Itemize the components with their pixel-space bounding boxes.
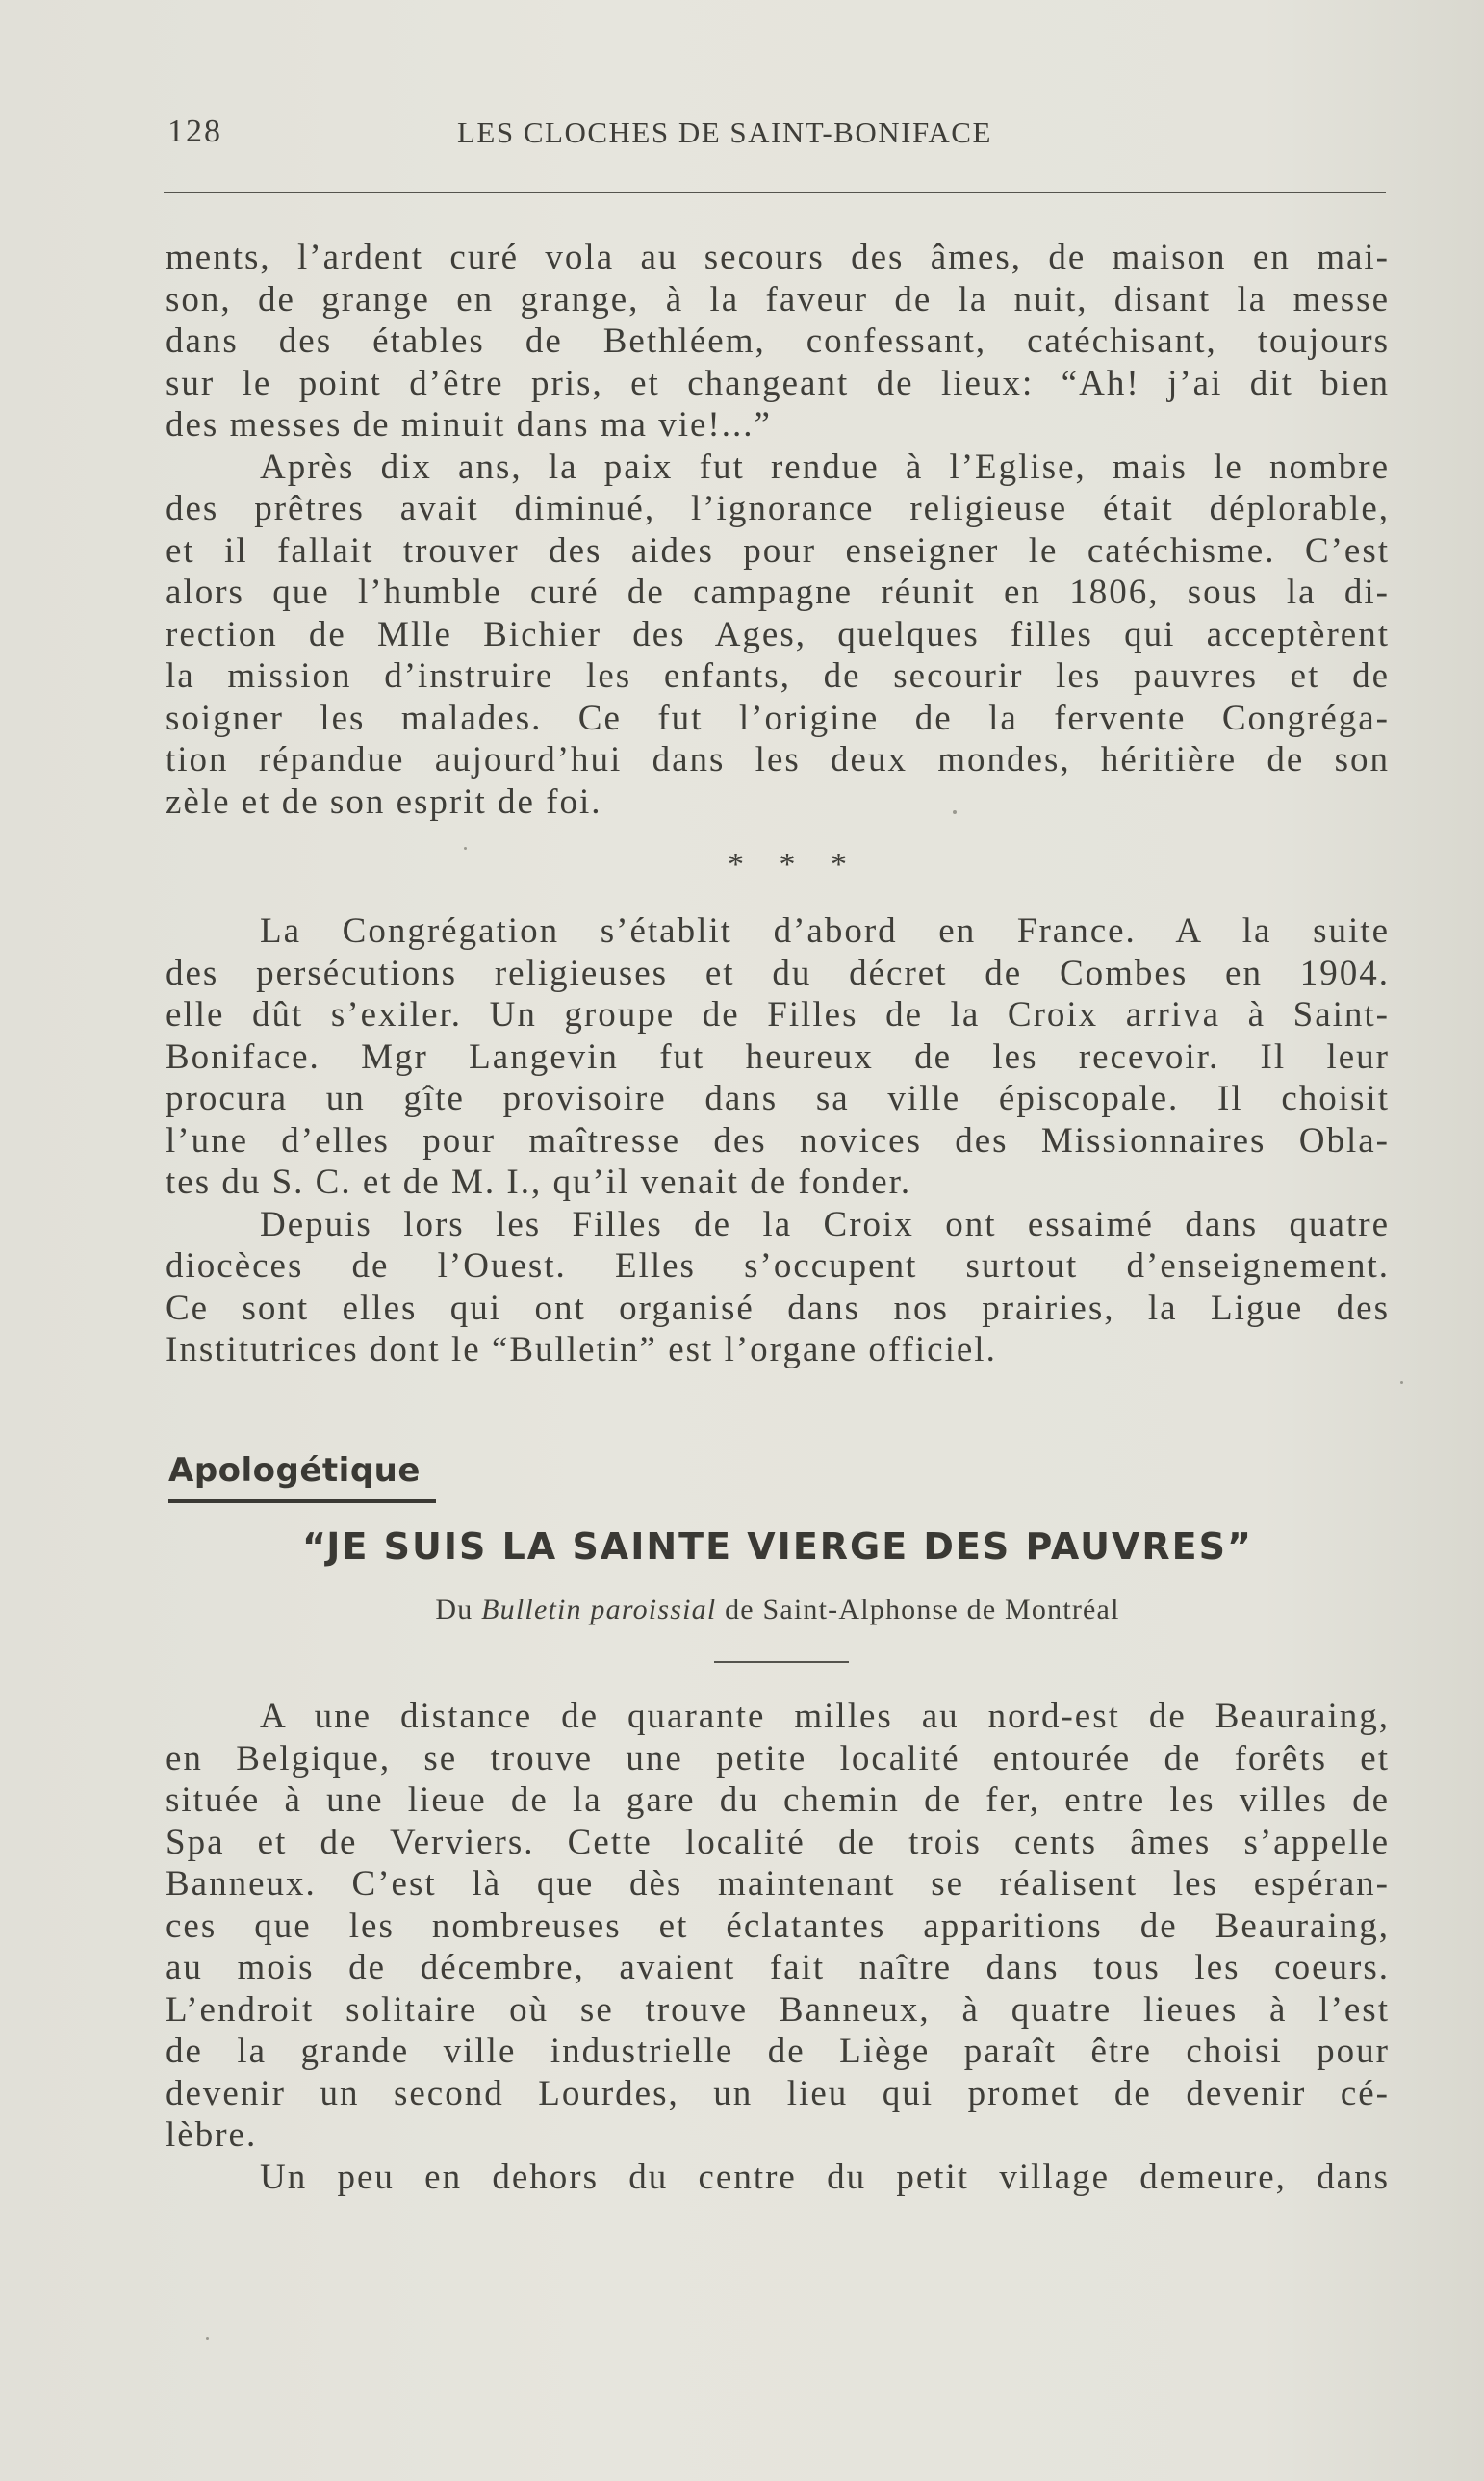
- text-line: alors que l’humble curé de campagne réunit en 1806, sous la di-: [166, 573, 1390, 612]
- header-rule: [164, 192, 1386, 193]
- text-line: procura un gîte provisoire dans sa ville épiscopale. Il choisit: [166, 1079, 1390, 1118]
- text-line: l’une d’elles pour maîtresse des novices des Missionnaires Obla-: [166, 1120, 1390, 1161]
- text-line: soigner les malades. Ce fut l’origine de la fervente Congréga-: [166, 698, 1390, 738]
- paper-speck: [953, 810, 957, 814]
- text-line: située à une lieue de la gare du chemin de fer, entre les villes de: [166, 1780, 1390, 1820]
- text-line: dans des étables de Bethléem, confessant, catéchisant, toujours: [166, 321, 1390, 361]
- text-line: sur le point d’être pris, et changeant de lieux: “Ah! j’ai dit bien: [166, 363, 1390, 403]
- text-line: L’endroit solitaire où se trouve Banneux, à quatre lieues à l’est: [166, 1989, 1390, 2030]
- text-line: ments, l’ardent curé vola au secours des âmes, de maison en mai-: [166, 238, 1390, 277]
- text-line: A une distance de quarante milles au nord-est de Beauraing,: [260, 1697, 1390, 1736]
- section-separator: * * *: [728, 847, 860, 882]
- text-line: lèbre.: [166, 2115, 258, 2155]
- paper-speck: [206, 2337, 209, 2340]
- text-line: rection de Mlle Bichier des Ages, quelques filles qui acceptèrent: [166, 614, 1390, 654]
- text-line: Ce sont elles qui ont organisé dans nos prairies, la Ligue des: [166, 1288, 1390, 1328]
- page-header: [164, 114, 1386, 162]
- paragraph-block-1: [166, 237, 1390, 823]
- running-title: LES CLOCHES DE SAINT-BONIFACE: [457, 115, 992, 149]
- section-label: Apologétique: [168, 1451, 421, 1490]
- source-publication: Bulletin paroissial: [481, 1594, 717, 1625]
- text-line: son, de grange en grange, à la faveur de la nuit, disant la messe: [166, 279, 1390, 320]
- text-line: diocèces de l’Ouest. Elles s’occupent surtout d’enseignement.: [166, 1246, 1390, 1286]
- article-source: [166, 1594, 1390, 1626]
- text-line: Institutrices dont le “Bulletin” est l’organe officiel.: [166, 1330, 997, 1369]
- section-label-underline: [168, 1499, 436, 1503]
- text-line: en Belgique, se trouve une petite localité entourée de forêts et: [166, 1738, 1390, 1778]
- source-prefix: Du: [435, 1594, 473, 1625]
- text-line: Boniface. Mgr Langevin fut heureux de les recevoir. Il leur: [166, 1036, 1390, 1077]
- paper-speck: [1400, 1381, 1403, 1384]
- text-line: des persécutions religieuses et du décret de Combes en 1904.: [166, 953, 1390, 993]
- text-line: Banneux. C’est là que dès maintenant se réalisent les espéran-: [166, 1864, 1390, 1904]
- text-line: et il fallait trouver des aides pour enseigner le catéchisme. C’est: [166, 530, 1390, 571]
- text-line: zèle et de son esprit de foi.: [166, 781, 602, 822]
- article-title: “JE SUIS LA SAINTE VIERGE DES PAUVRES”: [302, 1525, 1253, 1568]
- text-line: Un peu en dehors du centre du petit village demeure, dans: [260, 2157, 1390, 2197]
- text-line: Après dix ans, la paix fut rendue à l’Eglise, mais le nombre: [260, 447, 1390, 487]
- text-line: des messes de minuit dans ma vie!...”: [166, 405, 772, 445]
- source-suffix: de Saint-Alphonse de Montréal: [725, 1594, 1120, 1625]
- text-line: elle dût s’exiler. Un groupe de Filles de la Croix arriva à Saint-: [166, 995, 1390, 1035]
- text-line: des prêtres avait diminué, l’ignorance religieuse était déplorable,: [166, 489, 1390, 528]
- text-line: de la grande ville industrielle de Liège paraît être choisi pour: [166, 2032, 1390, 2071]
- page-number: 128: [167, 114, 222, 149]
- paragraph-block-2: [166, 910, 1390, 1371]
- paragraph-block-3: [166, 1696, 1390, 2198]
- text-line: au mois de décembre, avaient fait naître dans tous les coeurs.: [166, 1948, 1390, 1987]
- paper-speck: [464, 847, 467, 850]
- text-line: tion répandue aujourd’hui dans les deux mondes, héritière de son: [166, 740, 1390, 780]
- text-line: ces que les nombreuses et éclatantes apparitions de Beauraing,: [166, 1906, 1390, 1946]
- text-line: Depuis lors les Filles de la Croix ont essaimé dans quatre: [260, 1204, 1390, 1244]
- text-line: Spa et de Verviers. Cette localité de trois cents âmes s’appelle: [166, 1822, 1390, 1862]
- text-line: la mission d’instruire les enfants, de secourir les pauvres et de: [166, 656, 1390, 696]
- source-rule: [714, 1661, 849, 1663]
- text-line: La Congrégation s’établit d’abord en France. A la suite: [260, 911, 1390, 951]
- text-line: devenir un second Lourdes, un lieu qui promet de devenir cé-: [166, 2073, 1390, 2113]
- text-line: tes du S. C. et de M. I., qu’il venait de fonder.: [166, 1163, 912, 1202]
